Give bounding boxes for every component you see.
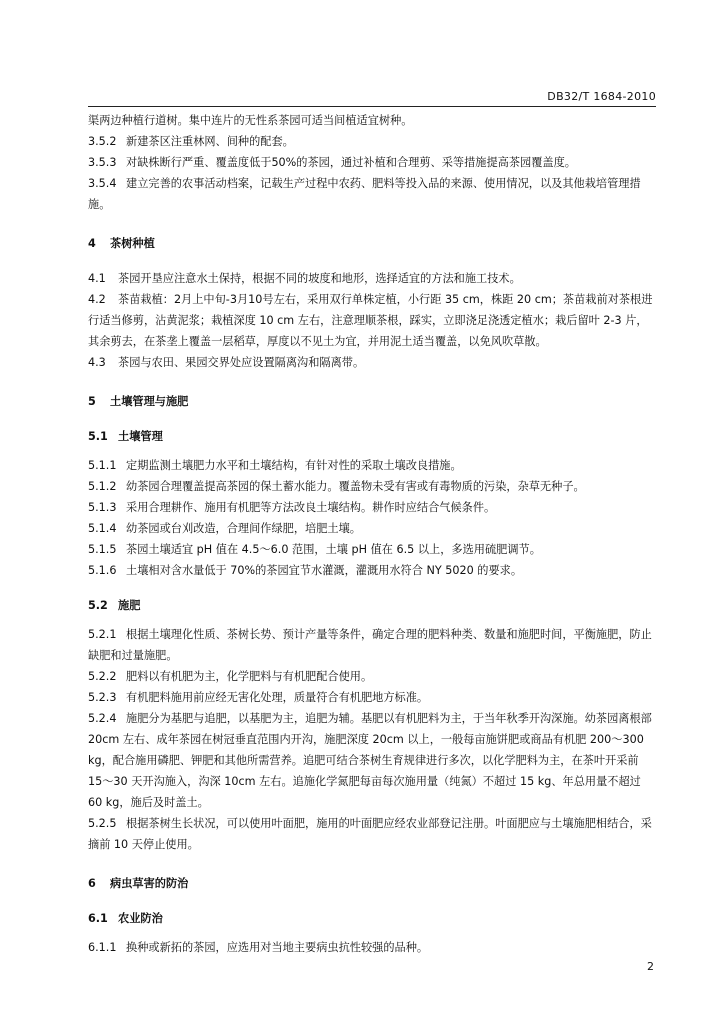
clause-number: 5.1.4 [88,522,117,535]
clause-text: 有机肥料施用前应经无害化处理，质量符合有机肥地方标准。 [126,691,429,704]
clause-number: 6.1.1 [88,941,117,954]
clause-number: 5.1.3 [88,501,117,514]
clause-number: 5.1.2 [88,480,117,493]
section-heading-4 [88,233,656,254]
clause-4-2 [88,289,656,352]
clause-text: 施肥分为基肥与追肥，以基肥为主，追肥为辅。基肥以有机肥料为主，于当年秋季开沟深施。幼茶园离根部 20cm 左右、成年茶园在树冠垂直范围内开沟，施肥深度 20cm 以上，一般每亩施饼肥或商品有机肥 200～300 kg，配合施用磷肥、钾肥和其他所需营养。追肥可结合茶树生育规律进行多次，以化学肥料为主，在茶叶开采前 15～30 天开沟施入，沟深 10cm 左右。追施化学氮肥每亩每次施用量（纯氮）不超过 15 kg、年总用量不超过 60 kg，施后及时盖土。 [88,712,652,809]
clause-5-1-5 [88,539,656,560]
clause-text: 茶园与农田、果园交界处应设置隔离沟和隔离带。 [118,356,365,369]
clause-3-5-4 [88,173,656,215]
clause-5-2-3 [88,687,656,708]
clause-text: 渠两边种植行道树。集中连片的无性系茶园可适当间植适宜树种。 [88,114,413,127]
clause-number: 3.5.3 [88,156,117,169]
clause-number: 5.2.4 [88,712,117,725]
clause-5-2-2 [88,666,656,687]
clause-text: 根据茶树生长状况，可以使用叶面肥，施用的叶面肥应经农业部登记注册。叶面肥应与土壤施肥相结合，采摘前 10 天停止使用。 [88,817,652,851]
paragraph [88,110,656,131]
page-number: 2 [647,960,654,973]
clause-number: 5.2.1 [88,628,117,641]
clause-number: 5.1.6 [88,564,117,577]
subsection-title: 农业防治 [118,912,163,925]
clause-number: 5.2.3 [88,691,117,704]
subsection-heading-5-2 [88,595,656,616]
clause-text: 换种或新拓的茶园，应选用对当地主要病虫抗性较强的品种。 [126,941,429,954]
clause-text: 茶园土壤适宜 pH 值在 4.5～6.0 范围，土壤 pH 值在 6.5 以上，多选用硫肥调节。 [126,543,541,556]
subsection-number: 5.2 [88,599,108,612]
section-heading-5 [88,391,656,412]
section-title: 茶树种植 [110,237,155,250]
header-rule [88,106,656,107]
section-heading-6 [88,873,656,894]
subsection-heading-5-1 [88,426,656,447]
subsection-title: 土壤管理 [118,430,163,443]
section-number: 5 [88,395,96,408]
clause-text: 采用合理耕作、施用有机肥等方法改良土壤结构。耕作时应结合气候条件。 [126,501,496,514]
clause-number: 5.1.5 [88,543,117,556]
clause-4-3 [88,352,656,373]
clause-5-2-5 [88,813,656,855]
clause-3-5-3 [88,152,656,173]
subsection-number: 5.1 [88,430,108,443]
clause-number: 5.2.5 [88,817,117,830]
clause-number: 4.3 [88,356,106,369]
clause-number: 5.1.1 [88,459,117,472]
clause-text: 根据土壤理化性质、茶树长势、预计产量等条件，确定合理的肥料种类、数量和施肥时间，平衡施肥，防止缺肥和过量施肥。 [88,628,652,662]
clause-text: 对缺株断行严重、覆盖度低于50%的茶园，通过补植和合理剪、采等措施提高茶园覆盖度。 [126,156,576,169]
clause-number: 3.5.2 [88,135,117,148]
subsection-title: 施肥 [118,599,141,612]
clause-3-5-2 [88,131,656,152]
clause-5-1-4 [88,518,656,539]
clause-6-1-1 [88,937,656,958]
clause-5-1-2 [88,476,656,497]
clause-text: 建立完善的农事活动档案，记载生产过程中农药、肥料等投入品的来源、使用情况，以及其他栽培管理措施。 [88,177,641,211]
clause-4-1 [88,268,656,289]
clause-5-2-4 [88,708,656,813]
clause-5-2-1 [88,624,656,666]
clause-text: 茶苗栽植：2月上中旬-3月10号左右，采用双行单株定植，小行距 35 cm，株距 20 cm；茶苗栽前对茶根进行适当修剪，沾黄泥浆；栽植深度 10 cm 左右，注意理顺茶根，踩实，立即浇足浇透定植水；栽后留叶 2-3 片，其余剪去，在茶垄上覆盖一层稻草，厚度以不见土为宜，并用泥土适当覆盖，以免风吹草散。 [88,293,653,348]
document-body [88,110,656,958]
clause-number: 3.5.4 [88,177,117,190]
clause-5-1-3 [88,497,656,518]
subsection-heading-6-1 [88,908,656,929]
clause-number: 5.2.2 [88,670,117,683]
clause-text: 新建茶区注重林网、间种的配套。 [126,135,294,148]
section-number: 6 [88,877,96,890]
clause-text: 幼茶园或台刈改造，合理间作绿肥，培肥土壤。 [126,522,361,535]
clause-5-1-1 [88,455,656,476]
document-id: DB32/T 1684-2010 [547,90,656,103]
clause-5-1-6 [88,560,656,581]
clause-text: 土壤相对含水量低于 70%的茶园宜节水灌溉，灌溉用水符合 NY 5020 的要求。 [126,564,523,577]
clause-text: 幼茶园合理覆盖提高茶园的保土蓄水能力。覆盖物未受有害或有毒物质的污染，杂草无种子。 [126,480,585,493]
clause-text: 定期监测土壤肥力水平和土壤结构，有针对性的采取土壤改良措施。 [126,459,462,472]
section-number: 4 [88,237,96,250]
section-title: 病虫草害的防治 [110,877,189,890]
subsection-number: 6.1 [88,912,108,925]
clause-text: 茶园开垦应注意水土保持，根据不同的坡度和地形，选择适宜的方法和施工技术。 [118,272,521,285]
clause-number: 4.2 [88,293,106,306]
clause-text: 肥料以有机肥为主，化学肥料与有机肥配合使用。 [126,670,373,683]
clause-number: 4.1 [88,272,106,285]
section-title: 土壤管理与施肥 [110,395,189,408]
